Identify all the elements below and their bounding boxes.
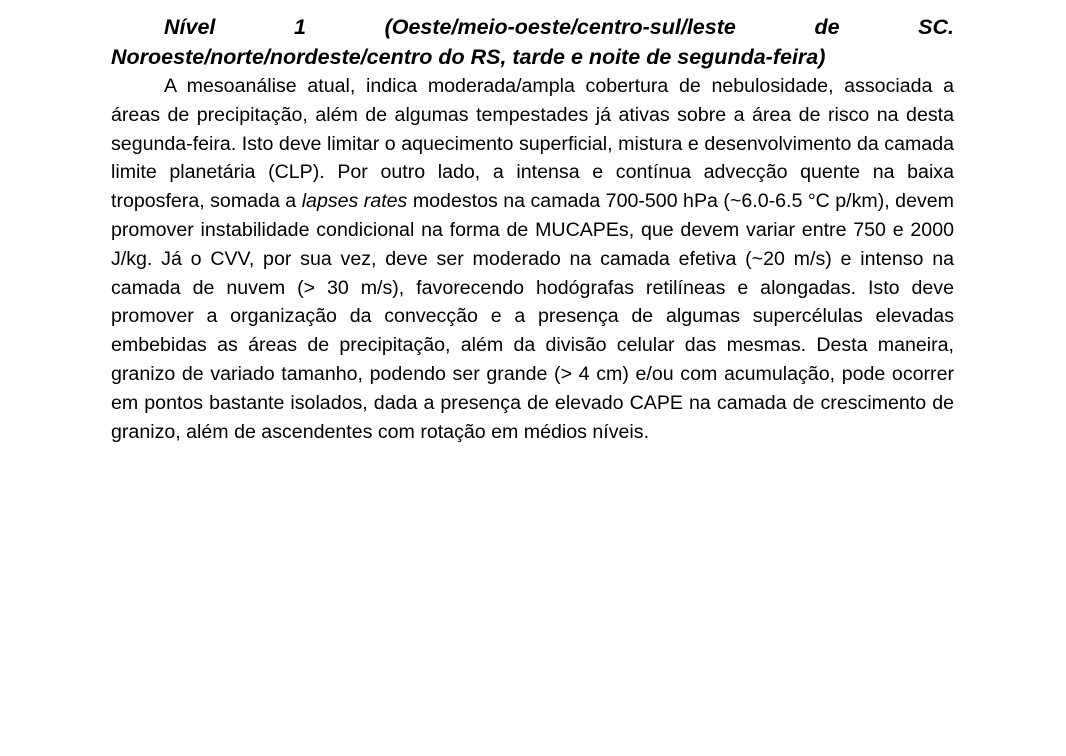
paragraph-text-part1: A mesoanálise atual, indica moderada/ampla cobertura de nebulosidade, associada a áreas de precipitação, além de algumas tempestades já ativas sobre a área de risco na desta segunda-feira. Isto deve limitar o aquecimento superficial, mistura e desenvolvimento da camada limite planetária (CLP). Por outro lado, a intensa e contínua advecção quente na baixa troposfera, somada a: [111, 75, 954, 213]
document-title: Nível 1 (Oeste/meio-oeste/centro-sul/leste de SC. Noroeste/norte/nordeste/centro do RS, tarde e noite de segunda-feira): [111, 15, 954, 69]
body-paragraph: [111, 72, 954, 446]
italic-term: lapses rates: [301, 190, 408, 213]
document-page: [111, 12, 954, 446]
paragraph-text-part2: modestos na camada 700-500 hPa (~6.0-6.5 °C p/km), devem promover instabilidade condicional na forma de MUCAPEs, que devem variar entre 750 e 2000 J/kg. Já o CVV, por sua vez, deve ser moderado na camada efetiva (~20 m/s) e intenso na camada de nuvem (> 30 m/s), favorecendo hodógrafas retilíneas e alongadas. Isto deve promover a organização da convecção e a presença de algumas supercélulas elevadas embebidas as áreas de precipitação, além da divisão celular das mesmas. Desta maneira, granizo de variado tamanho, podendo ser grande (> 4 cm) e/ou com acumulação, pode ocorrer em pontos bastante isolados, dada a presença de elevado CAPE na camada de crescimento de granizo, além de ascendentes com rotação em médios níveis.: [111, 190, 954, 443]
